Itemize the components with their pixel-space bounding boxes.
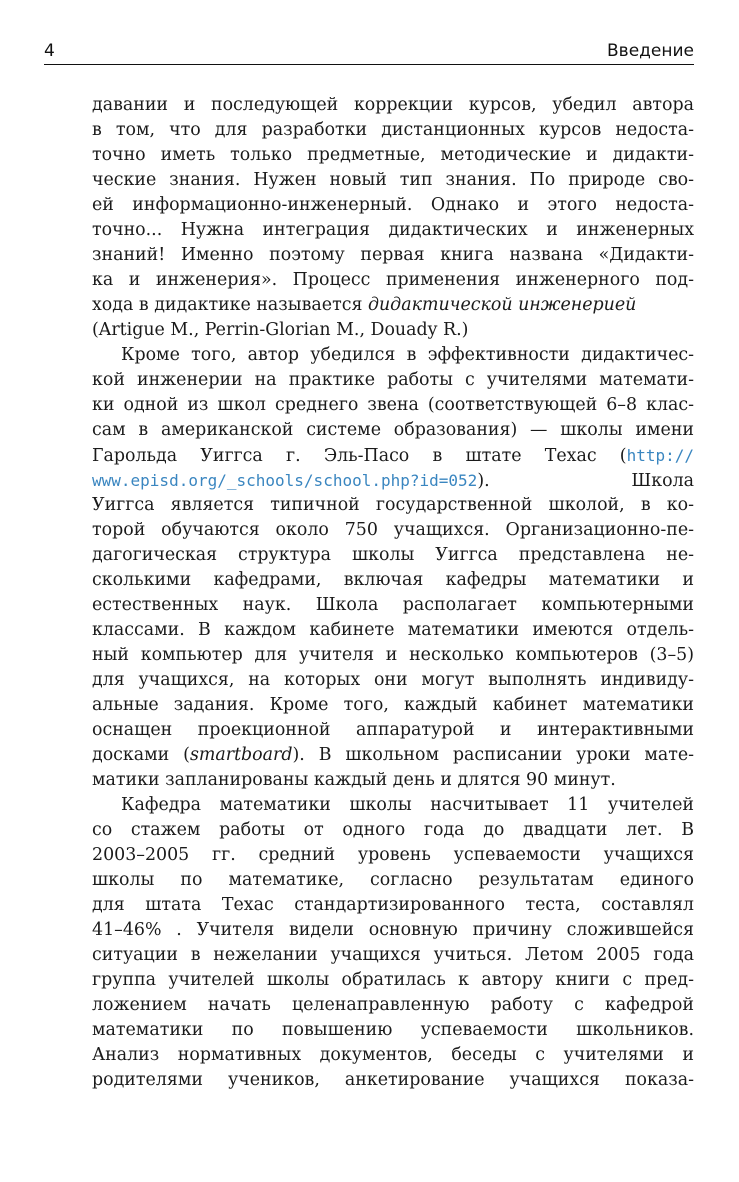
text-line: ки одной из школ среднего звена (соответствующей 6–8 клас- — [92, 395, 694, 415]
text-line: ка и инженерия». Процесс применения инженерного под- — [92, 270, 694, 290]
paragraph-start-line: Кафедра математики школы насчитывает 11 учителей — [121, 795, 694, 815]
text-line: Уиггса является типичной государственной школой, в ко- — [92, 495, 694, 515]
text-line: классами. В каждом кабинете математики имеются отдель- — [92, 620, 694, 640]
text-line: альные задания. Кроме того, каждый кабинет математики — [92, 695, 694, 715]
text-segment: ). В школьном расписании уроки мате- — [292, 745, 694, 765]
section-title: Введение — [607, 41, 694, 61]
text-line: для штата Техас стандартизированного теста, составлял — [92, 895, 694, 915]
text-segment: Гарольда Уиггса г. Эль-Пасо в штате Техас ( — [92, 446, 627, 466]
text-line: кой инженерии на практике работы с учителями математи- — [92, 370, 694, 390]
text-line — [92, 293, 694, 318]
text-line: для учащихся, на которых они могут выполнять индивиду- — [92, 670, 694, 690]
school-url-link[interactable]: http:// — [626, 446, 694, 465]
text-line: ей информационно-инженерный. Однако и этого недоста- — [92, 195, 694, 215]
text-line: оснащен проекционной аппаратурой и интерактивными — [92, 720, 694, 740]
text-line — [92, 743, 694, 768]
text-line: ный компьютер для учителя и несколько компьютеров (3–5) — [92, 645, 694, 665]
text-line: группа учителей школы обратилась к автору книги с пред- — [92, 970, 694, 990]
text-segment: ). Школа — [477, 471, 694, 491]
text-line: точно... Нужна интеграция дидактических и инженерных — [92, 220, 694, 240]
text-line: Анализ нормативных документов, беседы с учителями и — [92, 1045, 694, 1065]
running-header — [44, 40, 694, 65]
text-line: 2003–2005 гг. средний уровень успеваемости учащихся — [92, 845, 694, 865]
page-number: 4 — [44, 41, 55, 61]
text-line: школы по математике, согласно результатам единого — [92, 870, 694, 890]
text-line: сколькими кафедрами, включая кафедры математики и — [92, 570, 694, 590]
text-line: со стажем работы от одного года до двадцати лет. В — [92, 820, 694, 840]
text-line: сам в американской системе образования) — школы имени — [92, 420, 694, 440]
text-line — [92, 468, 694, 493]
text-line: ческие знания. Нужен новый тип знания. По природе сво- — [92, 170, 694, 190]
text-line: 41–46% . Учителя видели основную причину сложившейся — [92, 920, 694, 940]
text-line — [92, 443, 694, 468]
text-line: (Artigue M., Perrin-Glorian M., Douady R.) — [92, 320, 469, 340]
text-line: естественных наук. Школа располагает компьютерными — [92, 595, 694, 615]
text-line: ложением начать целенаправленную работу с кафедрой — [92, 995, 694, 1015]
italic-term: smartboard — [189, 745, 293, 765]
text-segment: досками ( — [92, 745, 190, 765]
text-line: торой обучаются около 750 учащихся. Организационно-пе- — [92, 520, 694, 540]
text-line: в том, что для разработки дистанционных курсов недоста- — [92, 120, 694, 140]
italic-term: дидактической инженерией — [367, 295, 637, 315]
body-text — [92, 93, 694, 1093]
text-line: родителями учеников, анкетирование учащихся показа- — [92, 1070, 694, 1090]
text-line: математики по повышению успеваемости школьников. — [92, 1020, 694, 1040]
text-line: точно иметь только предметные, методические и дидакти- — [92, 145, 694, 165]
paragraph-start-line: Кроме того, автор убедился в эффективности дидактичес- — [121, 345, 694, 365]
text-segment: хода в дидактике называется — [92, 295, 368, 315]
text-line: знаний! Именно поэтому первая книга названа «Дидакти- — [92, 245, 694, 265]
school-url-link[interactable]: www.episd.org/_schools/school.php?id=052 — [92, 471, 478, 490]
text-line: матики запланированы каждый день и длятся 90 минут. — [92, 770, 616, 790]
text-line: давании и последующей коррекции курсов, убедил автора — [92, 95, 694, 115]
text-line: ситуации в нежелании учащихся учиться. Летом 2005 года — [92, 945, 694, 965]
text-line: дагогическая структура школы Уиггса представлена не- — [92, 545, 694, 565]
